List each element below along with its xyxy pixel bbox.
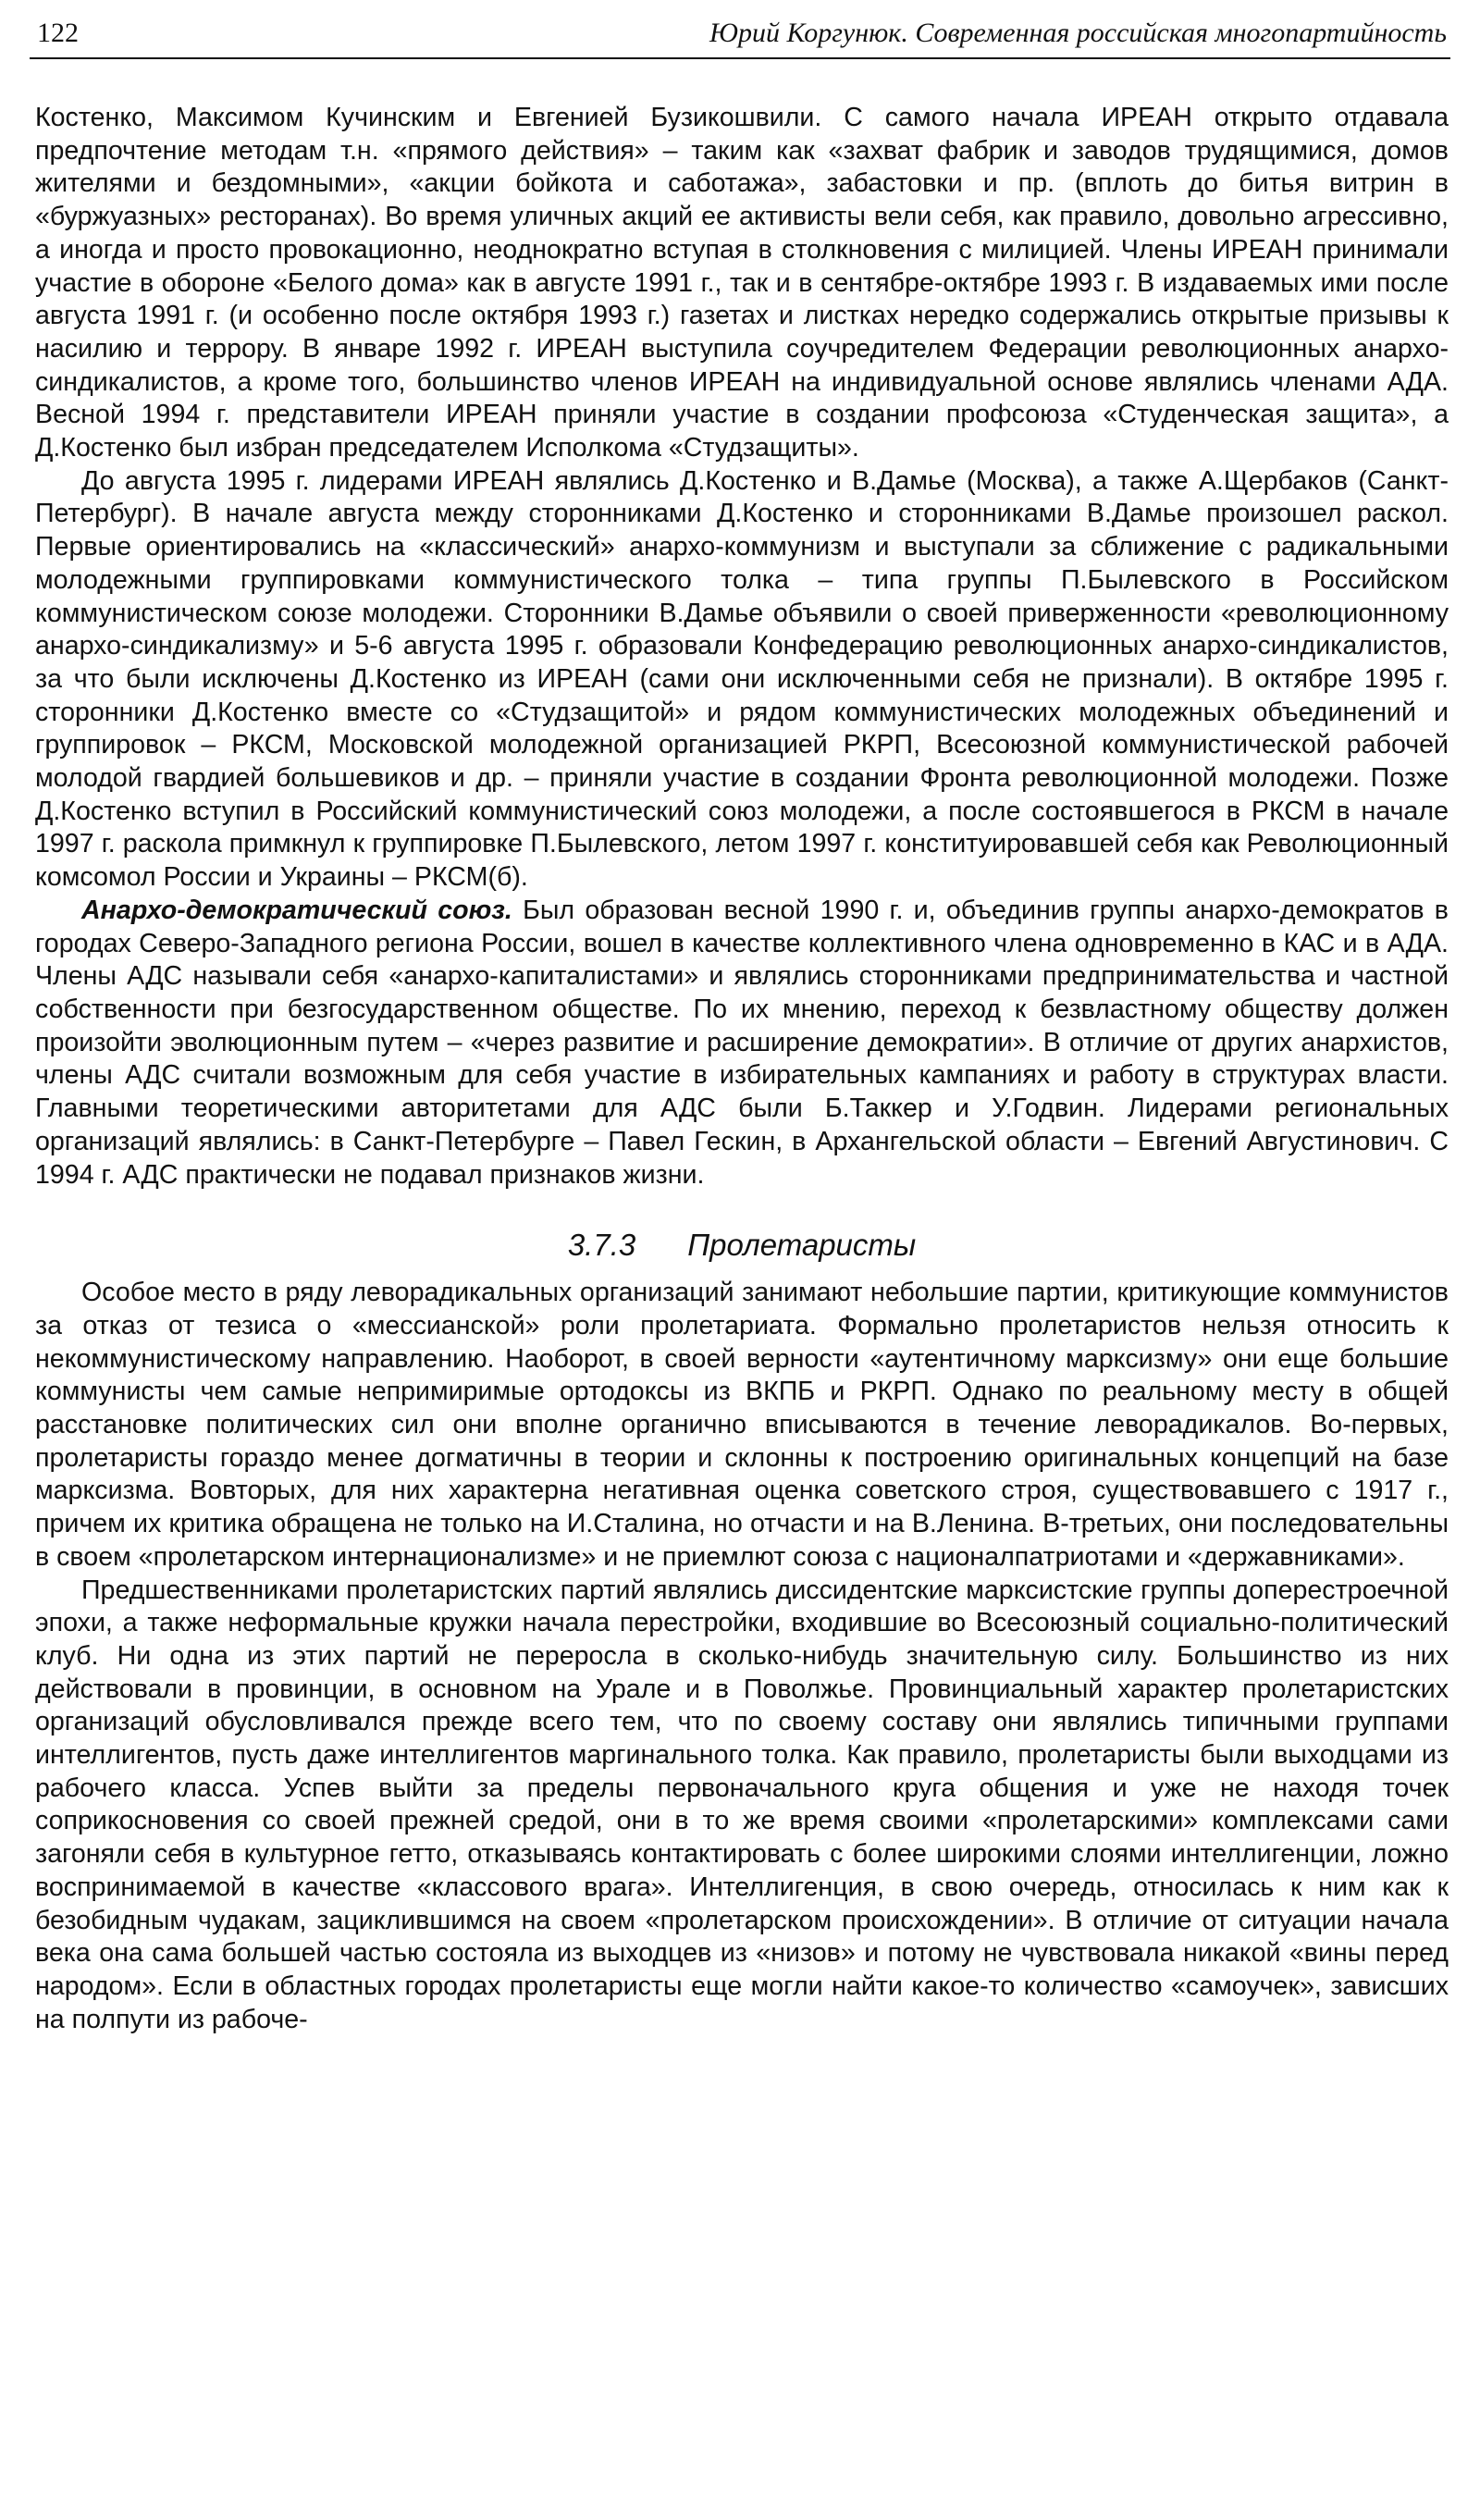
book-page [30, 13, 1450, 2507]
paragraph-proletarists-intro: Особое место в ряду леворадикальных организаций занимают небольшие партии, критикующие коммунистов за отказ от тезиса о «мессианской» роли пролетариата. Формально пролетаристов нельзя относить к некоммунистическому направлению. Наоборот, в своей верности «аутентичному марксизму» они еще большие коммунисты чем самые непримиримые ортодоксы из ВКПБ и РКРП. Однако по реальному месту в общей расстановке политических сил они вполне органично вписываются в течение леворадикалов. Во-первых, пролетаристы гораздо менее догматичны в теории и склонны к построению оригинальных концепций на базе марксизма. Вовторых, для них характерна негативная оценка советского строя, существовавшего с 1917 г., причем их критика обращена не только на И.Сталина, но отчасти и на В.Ленина. В-третьих, они последовательны в своем «пролетарском интернационализме» и не приемлют союза с националпатриотами и «державниками». [35, 1278, 1449, 1572]
paragraph-ireaн-split: До августа 1995 г. лидерами ИРЕАН являлись Д.Костенко и В.Дамье (Москва), а также А.Щербаков (Санкт-Петербург). В начале августа между сторонниками Д.Костенко и сторонниками В.Дамье произошел раскол. Первые ориентировались на «классический» анархо-коммунизм и выступали за сближение с радикальными молодежными группировками коммунистического толка – типа группы П.Былевского в Российском коммунистическом союзе молодежи. Сторонники В.Дамье объявили о своей приверженности «революционному анархо-синдикализму» и 5-6 августа 1995 г. образовали Конфедерацию революционных анархо-синдикалистов, за что были исключены Д.Костенко из ИРЕАН (сами они исключенными себя не признали). В октябре 1995 г. сторонники Д.Костенко вместе со «Студзащитой» и рядом коммунистических молодежных объединений и группировок – РКСМ, Московской молодежной организацией РКРП, Всесоюзной коммунистической рабочей молодой гвардией большевиков и др. – приняли участие в создании Фронта революционной молодежи. Позже Д.Костенко вступил в Российский коммунистический союз молодежи, а после состоявшегося в РКСМ в начале 1997 г. раскола примкнул к группировке П.Былевского, летом 1997 г. конституировавшей себя как Революционный комсомол России и Украины – РКСМ(б). [35, 465, 1449, 893]
paragraph-body: Был образован весной 1990 г. и, объединив группы анархо-демократов в городах Северо-Западного региона России, вошел в качестве коллективного члена одновременно в КАС и в АДА. Члены АДС называли себя «анархо-капиталистами» и являлись сторонниками предпринимательства и частной собственности при безгосударственном обществе. По их мнению, переход к безвластному обществу должен произойти эволюционным путем – «через развитие и расширение демократии». В отличие от других анархистов, члены АДС считали возможным для себя участие в избирательных кампаниях и работу в структурах власти. Главными теоретическими авторитетами для АДС были Б.Таккер и У.Годвин. Лидерами региональных организаций являлись: в Санкт-Петербурге – Павел Гескин, в Архангельской области – Евгений Августинович. С 1994 г. АДС практически не подавал признаков жизни. [35, 895, 1449, 1190]
paragraph-ireaн-continuation: Костенко, Максимом Кучинским и Евгенией Бузикошвили. С самого начала ИРЕАН открыто отдавала предпочтение методам т.н. «прямого действия» – таким как «захват фабрик и заводов трудящимися, домов жителями и бездомными», «акции бойкота и саботажа», забастовки и пр. (вплоть до битья витрин в «буржуазных» ресторанах). Во время уличных акций ее активисты вели себя, как правило, довольно агрессивно, а иногда и просто провокационно, неоднократно вступая в столкновения с милицией. Члены ИРЕАН принимали участие в обороне «Белого дома» как в августе 1991 г., так и в сентябре-октябре 1993 г. В издаваемых ими после августа 1991 г. (и особенно после октября 1993 г.) газетах и листках нередко содержались открытые призывы к насилию и террору. В январе 1992 г. ИРЕАН выступила соучредителем Федерации революционных анархо-синдикалистов, а кроме того, большинство членов ИРЕАН на индивидуальной основе являлись членами АДА. Весной 1994 г. представители ИРЕАН приняли участие в создании профсоюза «Студенческая защита», а Д.Костенко был избран председателем Исполкома «Студзащиты». [35, 103, 1449, 463]
section-title: Пролетаристы [687, 1228, 917, 1263]
section-number: 3.7.3 [567, 1228, 636, 1263]
body-text [35, 102, 1449, 2036]
paragraph-lead-term: Анархо-демократический союз. [81, 895, 512, 925]
paragraph-ads [35, 895, 1449, 1192]
paragraph-proletarists-predecessors: Предшественниками пролетаристских партий являлись диссидентские марксистские группы доперестроечной эпохи, а также неформальные кружки начала перестройки, входившие во Всесоюзный социально-политический клуб. Ни одна из этих партий не переросла в сколько-нибудь значительную силу. Большинство из них действовали в провинции, в основном на Урале и в Поволжье. Провинциальный характер пролетаристских организаций обусловливался прежде всего тем, что по своему составу они являлись типичными группами интеллигентов, пусть даже интеллигентов маргинального толка. Как правило, пролетаристы были выходцами из рабочего класса. Успев выйти за пределы первоначального круга общения и уже не находя точек соприкосновения со своей прежней средой, они в то же время своими «пролетарскими» комплексами сами загоняли себя в культурное гетто, отказываясь контактировать с более широкими слоями интеллигенции, ложно воспринимаемой в качестве «классового врага». Интеллигенция, в свою очередь, относилась к ним как к безобидным чудакам, зациклившимся на своем «пролетарском происхождении». В отличие от ситуации начала века она сама большей частью состояла из выходцев из «низов» и потому не чувствовала никакой «вины перед народом». Если в областных городах пролетаристы еще могли найти какое-то количество «самоучек», зависших на полпути из рабоче- [35, 1575, 1449, 2034]
page-number: 122 [37, 18, 79, 48]
section-heading [35, 1227, 1449, 1264]
running-header [30, 13, 1450, 59]
running-title: Юрий Коргунюк. Современная российская многопартийность [709, 18, 1447, 48]
